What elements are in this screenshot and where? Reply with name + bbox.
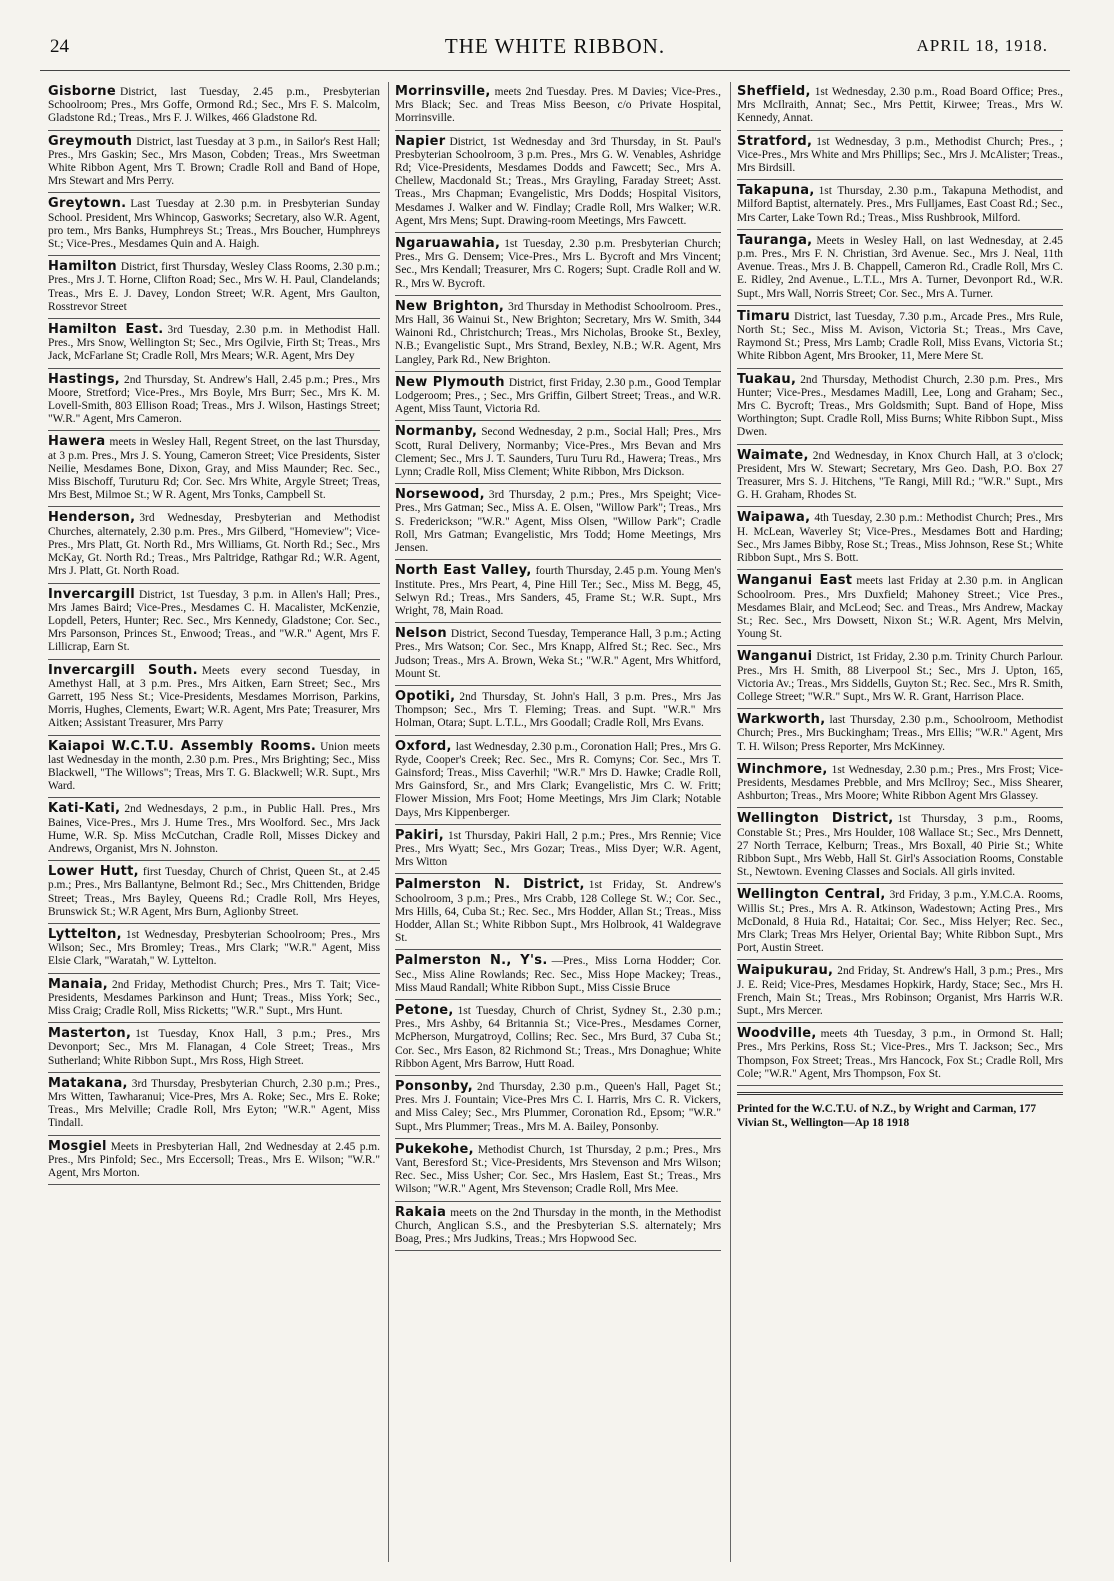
union-details: District, first Friday, 2.30 p.m., Good Templar Lodgeroom; Pres., ; Sec., Mrs Griffin, Gilbert Street; Treas., and W.R. Agent, Miss Taunt, Victoria Rd. — [395, 376, 721, 416]
union-entry — [395, 1001, 721, 1076]
union-name: Henderson, — [48, 510, 136, 526]
union-details: Meets every second Tuesday, in Amethyst Hall, at 3 p.m. Pres., Mrs Aitken, Earn Street; Sec., Mrs Garrett, 195 Ness St.; Vice-Presidents, Mesdames Morrison, Parkins, Morris, Hughes, Clements, Ewart; W.R. Agent, Mrs Pate; Treasurer, Mrs Aitken; Assistant Treasurer, Mrs Parry — [48, 664, 380, 730]
union-entry — [48, 370, 380, 432]
union-details: 3rd Friday, 3 p.m., Y.M.C.A. Rooms, Willis St.; Pres., Mrs A. R. Atkinson, Wadestown; Acting Pres., Mrs McDonald, 8 Huia Rd., Hataitai; Cor. Sec., Miss Helyer; Rec. Sec., Mrs Clark; Treas Mrs Helyer, Oriental Bay; White Ribbon Supt., Mrs Port, Austin Street. — [737, 889, 1063, 955]
union-details: 1st Thursday, Pakiri Hall, 2 p.m.; Pres., Mrs Rennie; Vice Pres., Mrs Wyatt; Sec., Mrs Gozar; Treas., Miss Dyer; W.R. Agent, Mrs Witton — [395, 829, 721, 869]
union-details: Meets in Wesley Hall, on last Wednesday, at 2.45 p.m. Pres., Mrs F. N. Christian, 3rd Avenue. Sec., Mrs J. Neal, 11th Avenue. Treas., Mrs J. B. Chappell, Cameron Rd., Cradle Roll, Mrs C. E. Ridley, 2nd Avenue., L.T.L., Mrs A. Turner, Devonport Rd., W.R. Supt., Mrs Wall, Norris Street; Cor. Sec., Mrs A. Turner. — [737, 234, 1063, 300]
union-name: Kati-Kati, — [48, 801, 121, 817]
union-details: 4th Tuesday, 2.30 p.m.: Methodist Church; Pres., Mrs H. McLean, Waverley St; Vice-Pres., Mesdames Bott and Harding; Sec., Mrs James Bibby, Rose St.; Treas., Miss Johnson, Rese St.; White Ribbon Supt., Mrs S. Bott. — [737, 512, 1063, 565]
union-details: Meets in Presbyterian Hall, 2nd Wednesday at 2.45 p.m. Pres., Mrs Pinfold; Sec., Mrs Eccersoll; Treas., Mrs E. Wilson; "W.R." Agent, Mrs Morton. — [48, 1140, 380, 1180]
union-entry — [737, 370, 1063, 445]
publication-title: THE WHITE RIBBON. — [444, 34, 666, 58]
column-1 — [48, 82, 380, 1562]
union-name: Manaia, — [48, 976, 109, 992]
union-entry — [48, 1074, 380, 1136]
union-name: North East Valley, — [395, 563, 532, 579]
union-name: Pakiri, — [395, 827, 444, 843]
union-entry — [737, 710, 1063, 759]
union-name: Nelson — [395, 626, 447, 642]
union-details: 1st Friday, St. Andrew's Schoolroom, 3 p.m.; Pres., Mrs Crabb, 128 College St. W.; Cor. Sec., Mrs Hills, 64, Cuba St.; Rec. Sec., Mrs Hodder, Allan St.; Treas., Miss Hodder, Allan St.; White Ribbon Supt., Mrs Holbrook, 41 Waldegrave St. — [395, 879, 721, 945]
issue-date: APRIL 18, 1918. — [916, 36, 1048, 55]
union-entry — [395, 875, 721, 950]
union-entry — [48, 1137, 380, 1186]
union-name: Greymouth — [48, 133, 133, 149]
union-name: Takapuna, — [737, 183, 815, 199]
union-name: Tuakau, — [737, 371, 797, 387]
union-entry — [395, 485, 721, 560]
union-details: 1st Wednesday, 2.30 p.m.; Pres., Mrs Frost; Vice-Presidents, Mesdames Prebble, and Mrs McIlroy; Sec., Miss Shearer, Ashburton; Treas., Mrs Moore; White Ribbon Agent Mrs Glassey. — [737, 763, 1063, 803]
header-rule — [40, 70, 1070, 71]
union-entry — [48, 862, 380, 924]
column-2 — [388, 82, 721, 1562]
union-name: Oxford, — [395, 738, 452, 754]
union-name: Stratford, — [737, 133, 813, 149]
union-name: Wellington District, — [737, 811, 894, 827]
union-name: Kaiapoi W.C.T.U. Assembly Rooms. — [48, 738, 317, 754]
union-entry — [48, 432, 380, 507]
union-details: 3rd Wednesday, Presbyterian and Methodist Churches, alternately, 2.30 p.m. Pres., Mrs Gilberd, "Homeview"; Vice-Pres., Mrs Platt, Gt. North Rd., Mrs Williams, Gt. North Rd.; Sec., Mrs McKay, Gt. North Rd.; Treas., Mrs Paltridge, Rathgar Rd.; W.R. Agent, Mrs J. Platt, Gt. North Road. — [48, 512, 380, 578]
union-name: Masterton, — [48, 1026, 132, 1042]
union-details: District, first Thursday, Wesley Class Rooms, 2.30 p.m.; Pres., Mrs J. T. Horne, Clifton Road; Sec., Mrs W. H. Paul, Clandelands; Treas., Mrs E. J. Davey, London Street; W.R. Agent, Mrs Gaulton, Rosstrevor Street — [48, 261, 380, 313]
union-name: Hamilton East. — [48, 322, 164, 338]
union-details: last Wednesday, 2.30 p.m., Coronation Hall; Pres., Mrs G. Ryde, Cooper's Creek; Rec. Sec., Mrs R. Comyns; Cor. Sec., Mrs T. Gainsford; Treas., Miss Caverhil; "W.R." Mrs D. Hawke; Cradle Roll, Mrs Gainsford, Sr., and Mrs Clark; Evangelistic, Mrs C. W. Fritt; Flower Mission, Mrs Foot; Home Meetings, Mrs Jim Clark; Notable Days, Mrs Kippenberger. — [395, 740, 721, 819]
union-details: 1st Wednesday, 2.30 p.m., Road Board Office; Pres., Mrs McIlraith, Annat; Sec., Mrs Pettit, Kirwee; Treas., Mrs W. Kennedy, Annat. — [737, 86, 1063, 125]
union-details: meets last Friday at 2.30 p.m. in Anglican Schoolroom. Pres., Mrs Duxfield; Mahoney Street.; Vice Pres., Mesdames Blair, and McLeod; Sec. and Treas., Mrs Andrew, Mackay St.; Rec. Sec., Mrs Dowsett, Nixon St.; W.R. Agent, Mrs Melvin, Young St. — [737, 575, 1063, 641]
union-entry — [737, 961, 1063, 1023]
union-entry — [48, 194, 380, 256]
union-name: Norsewood, — [395, 487, 485, 503]
union-name: Hastings, — [48, 371, 120, 387]
union-name: Mosgiel — [48, 1138, 107, 1154]
union-details: 2nd Thursday, 2.30 p.m., Queen's Hall, Paget St.; Pres. Mrs J. Fountain; Vice-Pres Mrs C. I. Harris, Mrs C. R. Vickers, and Miss Caley; Sec., Mrs Plummer, Coronation Rd., Epsom; "W.R." Supt., Mrs Plummer; Treas., Mrs M. A. Bailey, Ponsonby. — [395, 1081, 721, 1133]
union-details: 2nd Thursday, St. Andrew's Hall, 2.45 p.m.; Pres., Mrs Moore, Stretford; Vice-Pres., Mrs Boyle, Mrs Burr; Sec., Mrs K. M. Lovell-Smith, 803 Ellison Road; Treas., Mrs J. Wilson, Hastings Street; "W.R." Agent, Mrs Cameron. — [48, 373, 380, 426]
union-entry — [737, 809, 1063, 884]
union-name: Timaru — [737, 308, 791, 324]
union-entry — [395, 132, 721, 233]
union-name: Wellington Central, — [737, 887, 886, 903]
union-name: Warkworth, — [737, 712, 826, 728]
union-details: 2nd Wednesdays, 2 p.m., in Public Hall. Pres., Mrs Baines, Vice-Pres., Mrs J. Hume Tres., Mrs Woolford. Sec., Mrs Jack Hume, W.R. Sp. Miss McCutchan, Cradle Roll, Misses Dickey and Andrews, Organist, Mrs N. Johnston. — [48, 803, 380, 855]
union-name: Woodville, — [737, 1026, 817, 1042]
union-name: Lower Hutt, — [48, 864, 139, 880]
union-name: Waipukurau, — [737, 963, 834, 979]
union-entry — [395, 951, 721, 1000]
union-entry — [48, 799, 380, 861]
union-name: Rakaia — [395, 1204, 447, 1220]
page-header — [40, 30, 1070, 66]
union-entry — [48, 975, 380, 1024]
union-name: New Brighton, — [395, 298, 505, 314]
union-entry — [395, 737, 721, 825]
union-name: Hamilton — [48, 259, 117, 275]
union-name: Normanby, — [395, 424, 478, 440]
union-entry — [737, 885, 1063, 960]
union-name: New Plymouth — [395, 374, 505, 390]
union-name: Lyttelton, — [48, 926, 122, 942]
union-entry — [737, 647, 1063, 709]
union-name: Palmerston N., Y's. — [395, 953, 548, 969]
union-details: 1st Wednesday, Presbyterian Schoolroom; Pres., Mrs Wilson; Sec., Mrs Bromley; Treas., Mrs Clark; "W.R." Agent, Miss Elsie Clark, "Waratah," W. Lyttelton. — [48, 928, 380, 968]
union-details: 3rd Thursday in Methodist Schoolroom. Pres., Mrs Hall, 36 Wainui St., New Brighton; Secretary, Mrs W. Smith, 344 Wainoni Rd., Christchurch; Treas., Mrs Nicholas, Brooke St., Bexley, N.B.; Evangelistic Supt., Mrs Strand, Bexley, N.B.; W.R. Agent, Mrs Langley, Park Rd., New Brighton. — [395, 300, 721, 366]
union-entry — [395, 82, 721, 131]
union-name: Invercargill — [48, 586, 135, 602]
union-details: District, last Tuesday, 2.45 p.m., Presbyterian Schoolroom; Pres., Mrs Goffe, Ormond Rd.; Sec., Mrs F. S. Malcolm, Gladstone Rd.; Treas., Mrs F. J. Wilkes, 466 Gladstone Rd. — [48, 86, 380, 125]
union-entry — [395, 234, 721, 296]
union-entry — [48, 508, 380, 583]
union-entry — [48, 661, 380, 736]
union-details: 3rd Thursday, Presbyterian Church, 2.30 p.m.; Pres., Mrs Witten, Tawharanui; Vice-Pres, Mrs A. Roke; Sec., Mrs E. Roke; Treas., Mrs Melville; Cradle Roll, Mrs Eyton; "W.R." Agent, Miss Tindall. — [48, 1077, 380, 1130]
union-details: 1st Tuesday, 2.30 p.m. Presbyterian Church; Pres., Mrs G. Densem; Vice-Pres., Mrs L. Bycroft and Mrs Vincent; Sec., Mrs Kendall; Treasurer, Mrs C. Rogers; Supt. Cradle Roll and W. R., Mrs W. Bycroft. — [395, 238, 721, 290]
union-details: meets in Wesley Hall, Regent Street, on the last Thursday, at 3 p.m. Pres., Mrs J. S. Young, Cameron Street; Vice Presidents, Sister Neilie, Mesdames Bone, Dixon, Gray, and Miss Maunder; Rec. Sec., Miss Bischoff, Turuturu Rd; Cor. Sec. Mrs White, Argyle Street; Treas, Mrs Best, Milmoe St.; W R. Agent, Mrs Tonks, Campbell St. — [48, 436, 380, 502]
union-entry — [737, 571, 1063, 646]
union-details: 3rd Thursday, 2 p.m.; Pres., Mrs Speight; Vice-Pres., Mrs Gatman; Sec., Miss A. E. Olsen, "Willow Park"; Treas., Mrs S. Frederickson; "W.R." Agent, Miss Olsen, "Willow Park"; Cradle Roll, Mrs Gatman; Evangelistic, Mrs Todd; Home Meetings, Mrs Jensen. — [395, 489, 721, 555]
union-details: 2nd Friday, Methodist Church; Pres., Mrs T. Tait; Vice-Presidents, Mesdames Parkinson and Hunt; Treas., Miss York; Sec., Miss Craig; Cradle Roll, Miss Ricketts; "W.R." Supt., Mrs Hunt. — [48, 978, 380, 1017]
union-entry — [737, 307, 1063, 369]
union-entry — [737, 231, 1063, 306]
union-name: Wanganui — [737, 649, 813, 665]
union-entry — [395, 826, 721, 875]
union-details: 2nd Wednesday, in Knox Church Hall, at 3 o'clock; President, Mrs W. Stewart; Secretary, Mrs Geo. Dash, P.O. Box 27 Treasurer, Mrs S. J. Hitchens, "Te Rangi, Mill Rd.; "W.R." Supt., Mrs G. H. Graham, Rhodes St. — [737, 449, 1063, 502]
union-details: 2nd Friday, St. Andrew's Hall, 3 p.m.; Pres., Mrs J. E. Reid; Vice-Pres, Mesdames Hopkirk, Hardy, Stace; Sec., Mrs H. French, Main St.; Treas., Mrs Robinson; Organist, Mrs Harris W.R. Supt., Mrs Mercer. — [737, 965, 1063, 1017]
union-name: Matakana, — [48, 1075, 128, 1091]
union-details: District, Second Tuesday, Temperance Hall, 3 p.m.; Acting Pres., Mrs Watson; Cor. Sec., Mrs Knapp, Alfred St.; Rec. Sec., Mrs Judson; Treas., Mrs A. Brown, Weka St.; "W.R." Agent, Mrs Whitford, Mount St. — [395, 628, 721, 680]
union-name: Ponsonby, — [395, 1079, 474, 1094]
union-details: District, last Tuesday at 3 p.m., in Sailor's Rest Hall; Pres., Mrs Gaskin; Sec., Mrs Mason, Cobden; Treas., Mrs Sweetman White Ribbon Agent, Mrs T. Brown; Cradle Roll and Band of Hope, Mrs Stewart and Mrs Perry. — [48, 135, 380, 188]
union-entry — [395, 561, 721, 623]
union-entry — [48, 132, 380, 194]
union-entry — [48, 257, 380, 319]
union-name: Morrinsville, — [395, 84, 491, 99]
union-details: 2nd Thursday, St. John's Hall, 3 p.m. Pres., Mrs Jas Thompson; Sec., Mrs T. Fleming; Treas. and Supt. "W.R." Mrs Holman, Otara; Supt. L.T.L., Mrs Goodall; Cradle Roll, Mrs Evans. — [395, 690, 721, 730]
union-details: 1st Tuesday, Church of Christ, Sydney St., 2.30 p.m.; Pres., Mrs Ashby, 64 Britannia St.; Vice-Pres., Mesdames Corner, McPherson, Murgatroyd, Collins; Rec. Sec., Mrs Burd, 37 Cuba St.; Cor. Sec., Mrs Eason, 82 Richmond St.; Treas., Mrs Donaghue; White Ribbon Agent, Mrs Barrow, Hutt Road. — [395, 1004, 721, 1070]
union-entry — [737, 82, 1063, 131]
union-entry — [395, 1140, 721, 1202]
union-name: Waipawa, — [737, 510, 811, 526]
union-details: District, 1st Wednesday and 3rd Thursday, in St. Paul's Presbyterian Schoolroom, 3 p.m. Pres., Mrs G. W. Venables, Ashridge Rd; Vice-Presidents, Mesdames Dodds and Fawcett; Sec., Mrs A. Chellew, Macdonald St.; Treas., Mrs Grayling, Faraday Street; Asst. Treas., Mrs Chapman; Evangelistic, Mrs Dodds; Hospital Visitors, Mesdames J. Walker and W. Findlay; Cradle Roll, Mrs Walker; W.R. Agent, Mrs Mens; Supt. Drawing-room Meetings, Mrs Fawcett. — [395, 135, 721, 227]
union-entry — [48, 737, 380, 799]
page-number: 24 — [50, 36, 69, 57]
union-details: first Tuesday, Church of Christ, Queen St., at 2.45 p.m.; Pres., Mrs Ballantyne, Belmont Rd.; Sec., Mrs Chittenden, Bridge Street; Treas., Mrs Bayley, Queens Rd.; Cradle Roll, Mrs Heyes, Brunswick St.; W.R Agent, Mrs Burn, Aglionby Street. — [48, 866, 380, 918]
union-entry — [48, 82, 380, 131]
union-entry — [737, 132, 1063, 181]
union-entry — [737, 1024, 1063, 1086]
union-details: last Thursday, 2.30 p.m., Schoolroom, Methodist Church; Pres., Mrs Buckingham; Treas., Mrs Ellis; "W.R." Agent, Mrs T. H. Wilson; Press Reporter, Mrs McKinney. — [737, 714, 1063, 753]
union-details: fourth Thursday, 2.45 p.m. Young Men's Institute. Pres., Mrs Peart, 4, Pine Hill Ter.; Sec., Miss M. Begg, 45, Selwyn Rd.; Treas., Mrs Sanders, 45, Frame St.; W.R. Supt., Mrs Wright, 78, Main Road. — [395, 565, 721, 617]
union-name: Sheffield, — [737, 84, 811, 99]
union-entry — [737, 181, 1063, 230]
union-details: 1st Wednesday, 3 p.m., Methodist Church; Pres., ; Vice-Pres., Mrs White and Mrs Phillips; Sec., Mrs J. McAlister; Treas., Mrs Birdsill. — [737, 135, 1063, 175]
union-name: Opotiki, — [395, 688, 456, 704]
union-entry — [737, 446, 1063, 508]
union-details: 1st Thursday, 3 p.m., Rooms, Constable St.; Pres., Mrs Houlder, 108 Wallace St.; Sec., Mrs Dennett, 27 North Terrace, Kelburn; Treas., Mrs Boxall, 40 Pirie St.; White Ribbon Supt., Mrs Webb, Hall St. Girl's Association Rooms, Constable St., Newtown. Evening Classes and Socials. All girls invited. — [737, 813, 1063, 879]
union-entry — [395, 297, 721, 372]
union-name: Waimate, — [737, 447, 809, 463]
union-name: Napier — [395, 133, 446, 149]
union-name: Petone, — [395, 1002, 454, 1018]
union-name: Winchmore, — [737, 761, 828, 777]
union-details: Methodist Church, 1st Thursday, 2 p.m.; Pres., Mrs Vant, Beresford St.; Vice-Presidents, Mrs Stevenson and Mrs Wilson; Rec. Sec., Miss Usher; Cor. Sec., Mrs Haslem, East St.; Treas., Mrs Wilson; "W.R." Agent, Mrs Stevenson; Cradle Roll, Mrs Mee. — [395, 1143, 721, 1196]
union-name: Palmerston N. District, — [395, 877, 585, 893]
union-entry — [48, 585, 380, 660]
printer-imprint: Printed for the W.C.T.U. of N.Z., by Wright and Carman, 177 Vivian St., Wellington—Ap 18 1918 — [737, 1092, 1063, 1130]
union-entry — [395, 1203, 721, 1252]
union-details: 1st Thursday, 2.30 p.m., Takapuna Methodist, and Milford Baptist, alternately. Pres., Mrs Fulljames, East Coast Rd.; Sec., Mrs Carter, Lake Town Rd.; Treas., Miss Rushbrook, Milford. — [737, 185, 1063, 224]
union-entry — [48, 1024, 380, 1073]
union-name: Gisborne — [48, 84, 116, 99]
union-entry — [737, 760, 1063, 809]
union-entry — [395, 422, 721, 484]
union-entry — [395, 624, 721, 686]
union-entry — [48, 320, 380, 369]
union-name: Wanganui East — [737, 573, 853, 589]
union-details: Last Tuesday at 2.30 p.m. in Presbyterian Sunday School. President, Mrs Whincop, Gasworks; Secretary, also W.R. Agent, pro tem., Mrs Banks, Humphreys St.; Treas., Mrs Boucher, Humphreys St.; Vice-Pres., Mesdames Quin and A. Haigh. — [48, 198, 380, 251]
union-name: Invercargill South. — [48, 662, 198, 678]
union-details: 2nd Thursday, Methodist Church, 2.30 p.m. Pres., Mrs Hunter; Vice-Pres., Mesdames Madill, Lee, Long and Graham; Sec., Mrs C. Bycroft; Treas., Mrs Goldsmith; Supt. Band of Hope, Miss Worthington; Supt. Cradle Roll, Miss Burns; White Ribbon Supt., Miss Dwen. — [737, 373, 1063, 439]
union-details: meets on the 2nd Thursday in the month, in the Methodist Church, Anglican S.S., and the Presbyterian S.S. alternately; Mrs Boag, Pres.; Mrs Judkins, Treas.; Mrs Hopwood Sec. — [395, 1206, 721, 1246]
union-details: 1st Tuesday, Knox Hall, 3 p.m.; Pres., Mrs Devonport; Sec., Mrs M. Flanagan, 4 Cole Street; Treas., Mrs Sutherland; White Ribbon Supt., Mrs Ross, High Street. — [48, 1028, 380, 1067]
union-details: Second Wednesday, 2 p.m., Social Hall; Pres., Mrs Scott, Rural Delivery, Normanby; Vice-Pres., Mrs Bevan and Mrs Clement; Sec., Mrs J. T. Saunders, Turu Turu Rd., Hawera; Treas., Mrs Lynn; Cradle Roll, Miss Clement; White Ribbon, Mrs Dickson. — [395, 426, 721, 479]
union-name: Hawera — [48, 434, 106, 450]
directory-columns — [40, 82, 1070, 1562]
union-name: Pukekohe, — [395, 1141, 474, 1157]
union-details: District, last Tuesday, 7.30 p.m., Arcade Pres., Mrs Rule, North St.; Sec., Miss M. Avison, Victoria St.; Treas., Mrs Cave, Raymond St.; Press, Mrs Lamb; Cradle Roll, Miss Evans, Victoria St.; White Ribbon Agent, Mrs Brooker, 11, Mere Mere St. — [737, 310, 1063, 363]
column-3 — [730, 82, 1063, 1562]
union-entry — [395, 373, 721, 422]
union-details: meets 4th Tuesday, 3 p.m., in Ormond St. Hall; Pres., Mrs Perkins, Ross St.; Vice-Pres., Mrs T. Jackson; Sec., Mrs Thompson, Fox Street; Treas., Mrs Hancock, Fox St.; Cradle Roll, Mrs Cole; "W.R." Agent, Mrs Thompson, Fox St. — [737, 1028, 1063, 1080]
union-name: Ngaruawahia, — [395, 236, 501, 252]
union-details: District, 1st Tuesday, 3 p.m. in Allen's Hall; Pres., Mrs James Baird; Vice-Pres., Mesdames C. H. Macalister, McKenzie, Lopdell, Peters, Hunter; Rec. Sec., Mrs Kennedy, Gladstone; Cor. Sec., Mrs Parsonson, Princes St., Enwood; Treas., and "W.R." Agent, Mrs F. Lillicrap, Earn St. — [48, 588, 380, 654]
union-details: Union meets last Wednesday in the month, 2.30 p.m. Pres., Mrs Brighting; Sec., Miss Blackwell, "The Willows"; Treas, Mrs T. G. Blackwell; W.R. Supt., Mrs Ward. — [48, 740, 380, 793]
union-details: meets 2nd Tuesday. Pres. M Davies; Vice-Pres., Mrs Black; Sec. and Treas Miss Beeson, c/o Private Hospital, Morrinsville. — [395, 86, 721, 125]
union-entry — [737, 508, 1063, 570]
union-details: District, 1st Friday, 2.30 p.m. Trinity Church Parlour. Pres., Mrs H. Smith, 88 Liverpool St.; Sec., Mrs J. Upton, 165, Victoria Av.; Treas., Mrs Siddells, Guyton St.; Rec. Sec., Mrs R. Smith, College Street; "W.R." Supt., Mrs W. R. Grant, Harrison Place. — [737, 651, 1063, 703]
union-entry — [395, 1077, 721, 1139]
union-name: Tauranga, — [737, 232, 813, 248]
union-entry — [48, 925, 380, 974]
union-entry — [395, 687, 721, 736]
union-name: Greytown. — [48, 196, 127, 212]
union-details: —Pres., Miss Lorna Hodder; Cor. Sec., Miss Aline Rowlands; Rec. Sec., Miss Hope Mackey; Treas., Miss Maud Randall; White Ribbon Supt., Miss Cissie Bruce — [395, 955, 721, 994]
union-details: 3rd Tuesday, 2.30 p.m. in Methodist Hall. Pres., Mrs Snow, Wellington St; Sec., Mrs Ogilvie, Firth St; Treas., Mrs Jack, McFarlane St; Cradle Roll, Mrs Mears; W.R. Agent, Mrs Dey — [48, 324, 380, 363]
